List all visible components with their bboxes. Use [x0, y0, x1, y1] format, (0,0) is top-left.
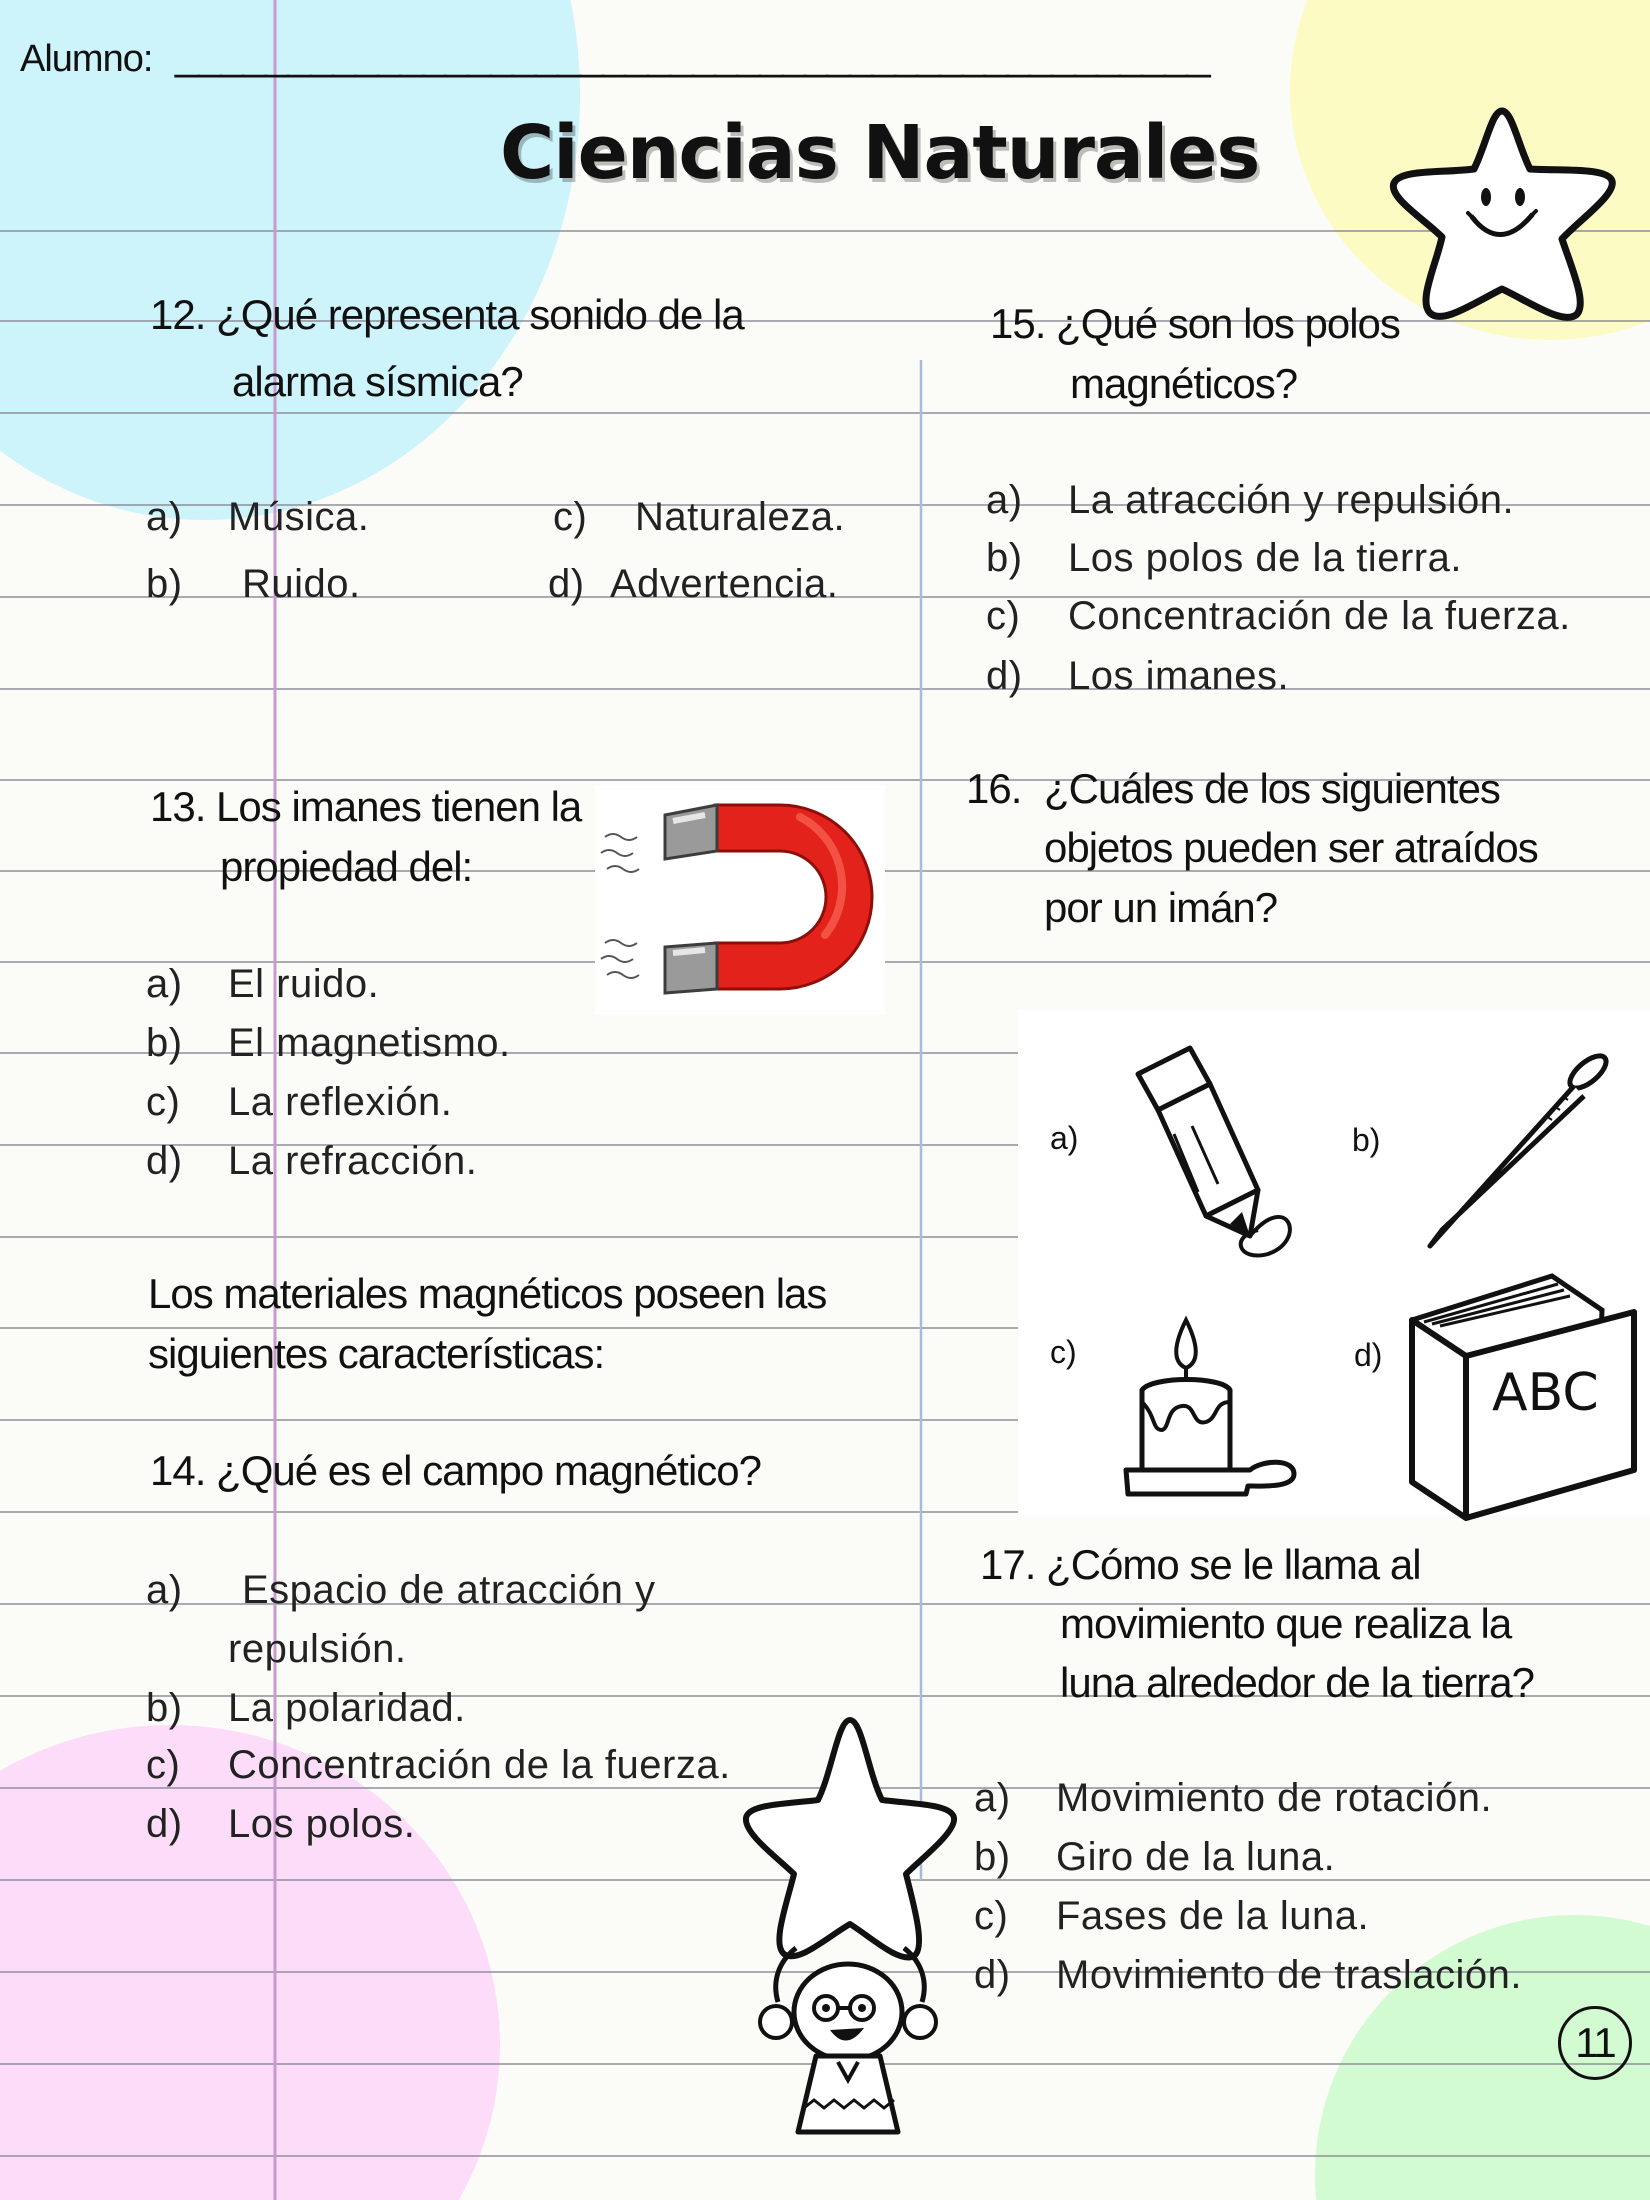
q17-option-d[interactable] — [974, 1953, 1522, 1998]
pink-blob — [0, 1725, 500, 2200]
page-number-badge — [1558, 2006, 1632, 2080]
option-text: Concentración de la fuerza. — [228, 1743, 731, 1787]
q16-question: ¿Cuáles de los siguientes — [1044, 765, 1500, 812]
option-letter: a) — [146, 962, 183, 1006]
option-text: El ruido. — [228, 962, 380, 1006]
q14-option-a[interactable] — [146, 1568, 655, 1613]
option-text: El magnetismo. — [228, 1021, 511, 1065]
q14-option-b[interactable] — [146, 1686, 466, 1731]
q15-option-d[interactable] — [986, 654, 1289, 699]
q14-option-c[interactable] — [146, 1743, 731, 1788]
student-name-line[interactable]: ______________________________________________ — [175, 30, 1209, 79]
option-text: Los imanes. — [1068, 654, 1290, 698]
option-text: Naturaleza. — [635, 495, 846, 539]
book-cover-text: ABC — [1492, 1363, 1599, 1423]
q15-option-b[interactable] — [986, 536, 1462, 581]
option-letter: b) — [974, 1835, 1011, 1879]
option-letter: c) — [553, 495, 588, 539]
q12-option-d[interactable] — [548, 562, 838, 607]
option-letter: a) — [974, 1776, 1011, 1820]
option-letter: d) — [548, 562, 585, 606]
option-text: Los polos. — [228, 1802, 416, 1846]
option-text: Giro de la luna. — [1056, 1835, 1336, 1879]
q17-question-cont2: luna alrededor de la tierra? — [1060, 1659, 1534, 1706]
option-letter: a) — [146, 1568, 183, 1612]
q17-question: 17. ¿Cómo se le llama al — [980, 1541, 1421, 1588]
option-text: La refracción. — [228, 1139, 478, 1183]
q14-option-a-cont — [146, 1627, 406, 1672]
option-letter: b) — [146, 1686, 183, 1730]
option-text: Advertencia. — [610, 562, 839, 606]
page-title: Ciencias Naturales — [500, 110, 1260, 196]
smiling-star-icon — [1390, 105, 1620, 325]
q13-question-cont: propiedad del: — [220, 843, 473, 890]
option-letter: c) — [974, 1894, 1009, 1938]
q17-option-c[interactable] — [974, 1894, 1369, 1939]
q16-label-a: a) — [1050, 1120, 1079, 1156]
q13-option-d[interactable] — [146, 1139, 477, 1184]
option-letter: a) — [146, 495, 183, 539]
option-letter: c) — [986, 594, 1021, 638]
pencil-icon[interactable] — [1118, 1040, 1318, 1270]
q12-question-cont: alarma sísmica? — [232, 358, 523, 405]
option-letter: c) — [146, 1080, 181, 1124]
option-letter: d) — [146, 1802, 183, 1846]
option-text: repulsión. — [228, 1627, 407, 1671]
q13-option-b[interactable] — [146, 1021, 511, 1066]
q12-question: 12. ¿Qué representa sonido de la — [150, 291, 744, 338]
q14-question: 14. ¿Qué es el campo magnético? — [150, 1447, 762, 1494]
q15-question: 15. ¿Qué son los polos — [990, 300, 1400, 347]
option-text: Concentración de la fuerza. — [1068, 594, 1571, 638]
q14-option-d[interactable] — [146, 1802, 415, 1847]
option-letter: b) — [146, 1021, 183, 1065]
option-text: La atracción y repulsión. — [1068, 478, 1515, 522]
option-text: Espacio de atracción y — [242, 1568, 656, 1612]
q12-option-c[interactable] — [553, 495, 845, 540]
option-letter: c) — [146, 1743, 181, 1787]
note-text: Los materiales magnéticos poseen las — [148, 1270, 827, 1317]
q16-question-cont: objetos pueden ser atraídos — [1044, 824, 1538, 871]
q16-number: 16. — [966, 765, 1022, 812]
option-text: Fases de la luna. — [1056, 1894, 1370, 1938]
option-letter: d) — [986, 654, 1023, 698]
q16-label-d: d) — [1354, 1337, 1383, 1373]
option-text: Los polos de la tierra. — [1068, 536, 1462, 580]
q17-question-cont: movimiento que realiza la — [1060, 1600, 1512, 1647]
q12-option-b[interactable] — [146, 562, 361, 607]
abc-book-icon[interactable] — [1402, 1260, 1642, 1530]
q13-option-a[interactable] — [146, 962, 379, 1007]
q15-question-cont: magnéticos? — [1070, 360, 1298, 407]
option-text: La reflexión. — [228, 1080, 453, 1124]
option-text: Música. — [228, 495, 370, 539]
q15-option-c[interactable] — [986, 594, 1571, 639]
note-text-cont: siguientes características: — [148, 1330, 605, 1377]
nail-icon[interactable] — [1418, 1050, 1618, 1250]
q16-label-c: c) — [1050, 1334, 1077, 1370]
option-text: Ruido. — [242, 562, 361, 606]
option-text: La polaridad. — [228, 1686, 466, 1730]
q15-option-a[interactable] — [986, 478, 1514, 523]
girl-holding-star-icon — [738, 1712, 958, 2142]
option-text: Movimiento de traslación. — [1056, 1953, 1523, 1997]
option-letter: a) — [986, 478, 1023, 522]
student-label: Alumno: — [20, 38, 153, 80]
q17-option-b[interactable] — [974, 1835, 1335, 1880]
option-letter: d) — [146, 1139, 183, 1183]
candle-icon[interactable] — [1122, 1310, 1312, 1510]
q16-label-b: b) — [1352, 1122, 1381, 1158]
q12-option-a[interactable] — [146, 495, 369, 540]
q16-question-cont2: por un imán? — [1044, 884, 1278, 931]
q13-option-c[interactable] — [146, 1080, 452, 1125]
page-number: 11 — [1575, 2019, 1615, 2066]
q13-question: 13. Los imanes tienen la — [150, 783, 582, 830]
q17-option-a[interactable] — [974, 1776, 1492, 1821]
option-letter: b) — [986, 536, 1023, 580]
horseshoe-magnet-icon — [595, 785, 885, 1015]
option-letter: d) — [974, 1953, 1011, 1997]
option-letter: b) — [146, 562, 183, 606]
option-text: Movimiento de rotación. — [1056, 1776, 1493, 1820]
